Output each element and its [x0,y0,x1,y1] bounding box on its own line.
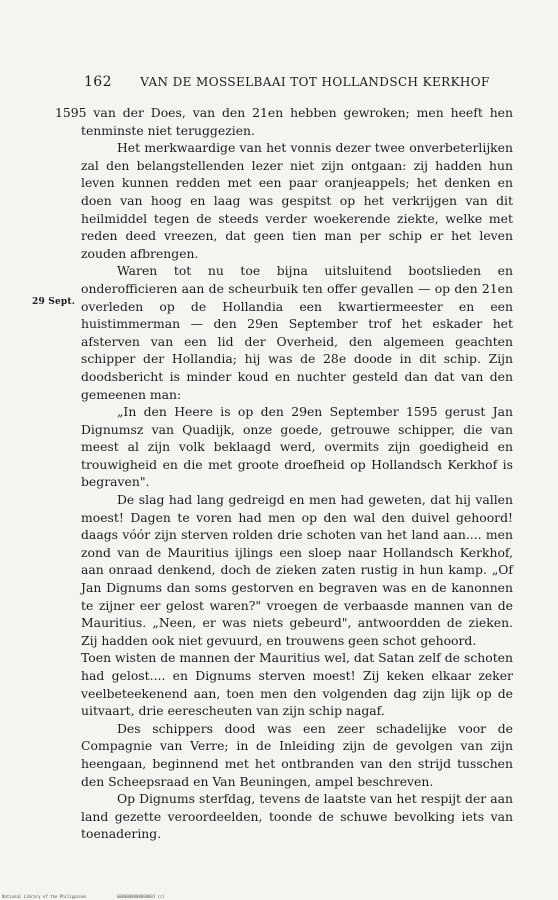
scan-footer [2,894,193,899]
footer-right: G000000000000001 (c) [116,894,165,899]
paragraph-4-quote: „In den Heere is op den 29en September 1595 gerust Jan Dignumsz van Quadijk, onze goede, getrouwe schipper, die van meest al zijn volk beklaagd werd, overmits zijn goedigheid en trouwigheid en die met groote droefheid op Hollandsch Kerkhof is begraven". [81,404,513,490]
paragraph-3: Waren tot nu toe bijna uitsluitend bootslieden en onderofficieren aan de scheurbuik ten offer gevallen — op den 21en overleden op de Hollandia een kwartiermeester en een huistimmerman — den 29en September trof het eskader het afsterven van een lid der Overheid, den algemeen geachten schipper der Hollandia; hij was de 28e doode in dit schip. Zijn doodsbericht is minder koud en nuchter gesteld dan dat van den gemeenen man: [81,263,513,402]
page-header [84,74,524,90]
paragraph-2: Het merkwaardige van het vonnis dezer twee onverbeterlijken zal den belangstellenden lezer niet zijn ontgaan: zij hadden hun leven kunnen redden met een paar oranjeappels; het denken en doen van hoog en laag was gespitst op het verkrijgen van dit heilmiddel tegen de steeds verder woekerende ziekte, welke met reden deed vreezen, dat geen tien man per schip er het leven zouden afbrengen. [81,140,513,261]
running-title: VAN DE MOSSELBAAI TOT HOLLANDSCH KERKHOF [140,75,490,89]
footer-left: National Library of the Philippines [2,894,87,899]
paragraph-6: Toen wisten de mannen der Mauritius wel, dat Satan zelf de schoten had gelost.... en Dignums sterven moest! Zij keken elkaar zeker veelbeteekenend aan, toen men den volgenden dag zijn lijk op de uitvaart, drie eerescheuten van zijn schip nagaf. [81,650,513,719]
margin-date-note: 29 Sept. [32,297,76,307]
paragraph-7: Des schippers dood was een zeer schadelijke voor de Compagnie van Verre; in de Inleiding zijn de gevolgen van zijn heengaan, beginnend met het ontbranden van den strijd tusschen den Scheepsraad en Van Beuningen, ampel beschreven. [81,720,513,789]
body-text [55,104,513,843]
paragraph-1: 1595 van der Does, van den 21en hebben gewroken; men heeft hen tenminste niet teruggezien. [55,105,513,138]
page-number: 162 [84,74,112,90]
paragraph-8: Op Dignums sterfdag, tevens de laatste van het respijt der aan land gezette veroordeelden, toonde de schuwe bevolking iets van toenadering. [81,791,513,842]
paragraph-5: De slag had lang gedreigd en men had geweten, dat hij vallen moest! Dagen te voren had men op den wal den duivel gehoord! daags vóór zijn sterven rolden drie schoten van het land aan.... men zond van de Mauritius ijlings een sloep naar Hollandsch Kerkhof, aan onraad denkend, doch de zieken zaten rustig in hun kamp. „Of Jan Dignums dan soms gestorven en begraven was en de kanonnen te zijner eer gelost waren?" vroegen de verbaasde mannen van de Mauritius. „Neen, er was niets gebeurd", antwoordden de zieken. Zij hadden ook niet gevuurd, en trouwens geen schot gehoord. [81,492,513,648]
